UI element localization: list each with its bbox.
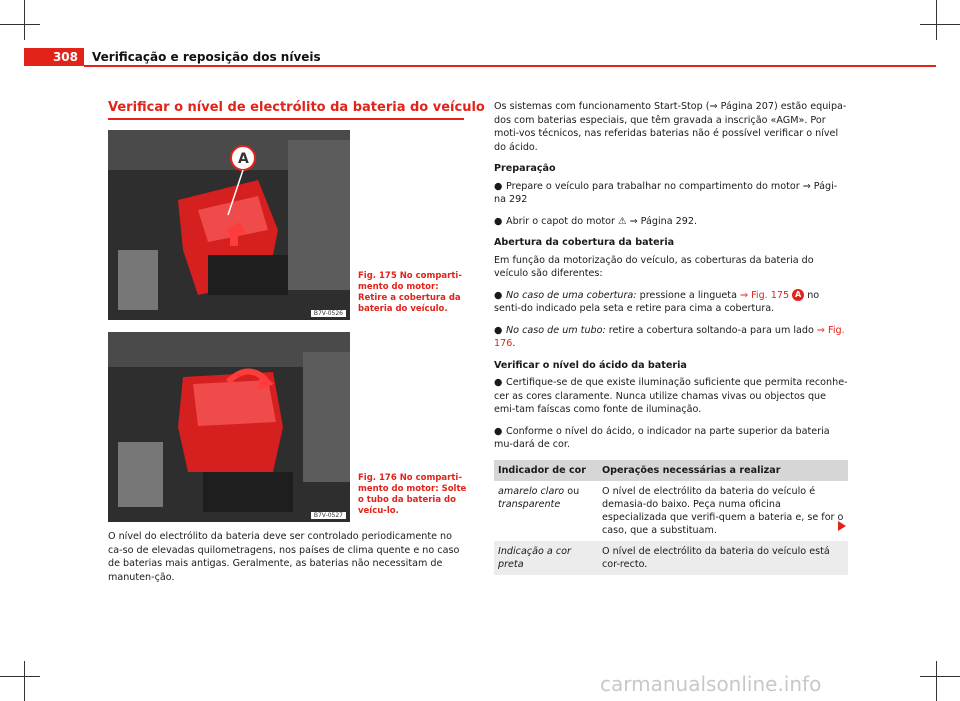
table-cell: O nível de electrólito da bateria do veículo está cor-recto. <box>598 541 848 575</box>
preparation-heading: Preparação <box>494 163 556 174</box>
table-cell: amarelo claro ou transparente <box>494 481 598 541</box>
table-header: Operações necessárias a realizar <box>598 460 848 481</box>
figure-code: B7V-0527 <box>311 512 346 519</box>
crop-mark <box>24 0 25 40</box>
page-number: 308 <box>24 48 84 66</box>
acid-check-step: ● Conforme o nível do ácido, o indicador na parte superior da bateria mu-dará de cor. <box>494 425 830 450</box>
crop-mark <box>0 24 40 25</box>
table-row <box>494 541 848 575</box>
acid-check-step: ● Certifique-se de que existe iluminação suficiente que permita reconhe-cer as cores claramente. Nunca utilize chamas vivas ou objectos que emi-tam faíscas como fonte de iluminação. <box>494 377 848 415</box>
crop-mark <box>920 24 960 25</box>
callout-a-badge: A <box>792 289 804 301</box>
continue-arrow-icon <box>838 521 846 531</box>
table-cell: Indicação a cor preta <box>494 541 598 575</box>
cover-opening-text: Em função da motorização do veículo, as coberturas da bateria do veículo são diferentes: <box>494 254 814 279</box>
cover-case-step: ● No caso de uma cobertura: pressione a lingueta ⇒ Fig. 175 A no senti-do indicado pela seta e retire para cima a cobertura. <box>494 289 820 314</box>
svg-text:A: A <box>238 151 249 167</box>
cover-opening-heading: Abertura da cobertura da bateria <box>494 237 675 248</box>
acid-check-heading: Verificar o nível do ácido da bateria <box>494 359 687 371</box>
figure-175-image <box>108 130 350 320</box>
table-row <box>494 481 848 541</box>
crop-mark <box>920 676 960 677</box>
figure-code: B7V-0526 <box>311 310 346 317</box>
section-rule <box>108 118 464 120</box>
preparation-step: ● Abrir o capot do motor ⚠ ⇒ Página 292. <box>494 215 698 227</box>
preparation-step: ● Prepare o veículo para trabalhar no compartimento do motor ⇒ Pági-na 292 <box>494 180 838 205</box>
header-rule <box>84 65 936 67</box>
figure-176-caption: Fig. 176 No comparti-mento do motor: Solte o tubo da bateria do veícu-lo. <box>358 473 467 516</box>
page-header-title: Verificação e reposição dos níveis <box>92 50 321 64</box>
battery-maintenance-paragraph: O nível do electrólito da bateria deve ser controlado periodicamente no ca-so de elevadas quilometragens, nos países de clima quente e no caso de baterias mais antigas. Geralmente, as baterias não necessitam de manuten-ção. <box>108 531 460 583</box>
crop-mark <box>0 676 40 677</box>
start-stop-paragraph: Os sistemas com funcionamento Start-Stop (⇒ Página 207) estão equipa-dos com baterias especiais, que têm gravada a inscrição «AGM». Por moti-vos técnicos, nas referidas baterias não é possível verificar o nível do ácido. <box>494 101 847 153</box>
tube-case-step: ● No caso de um tubo: retire a cobertura soltando-a para um lado ⇒ Fig. 176. <box>494 324 845 349</box>
figure-176-image <box>108 332 350 522</box>
crop-mark <box>24 661 25 701</box>
figure-reference-link[interactable]: ⇒ Fig. 176 <box>494 324 845 349</box>
watermark: carmanualsonline.info <box>600 672 822 696</box>
color-indicator-table <box>494 460 848 575</box>
figure-reference-link[interactable]: ⇒ Fig. 175 <box>740 289 790 301</box>
crop-mark <box>936 0 937 40</box>
figure-175-caption: Fig. 175 No comparti-mento do motor: Retire a cobertura da bateria do veículo. <box>358 271 462 314</box>
table-cell: O nível de electrólito da bateria do veículo é demasia-do baixo. Peça numa oficina especializada que verifi-quem a bateria e, se for o caso, que a substituam. <box>598 481 848 541</box>
section-title: Verificar o nível de electrólito da bateria do veículo <box>108 100 485 115</box>
crop-mark <box>936 661 937 701</box>
table-header: Indicador de cor <box>494 460 598 481</box>
right-column <box>494 100 848 575</box>
